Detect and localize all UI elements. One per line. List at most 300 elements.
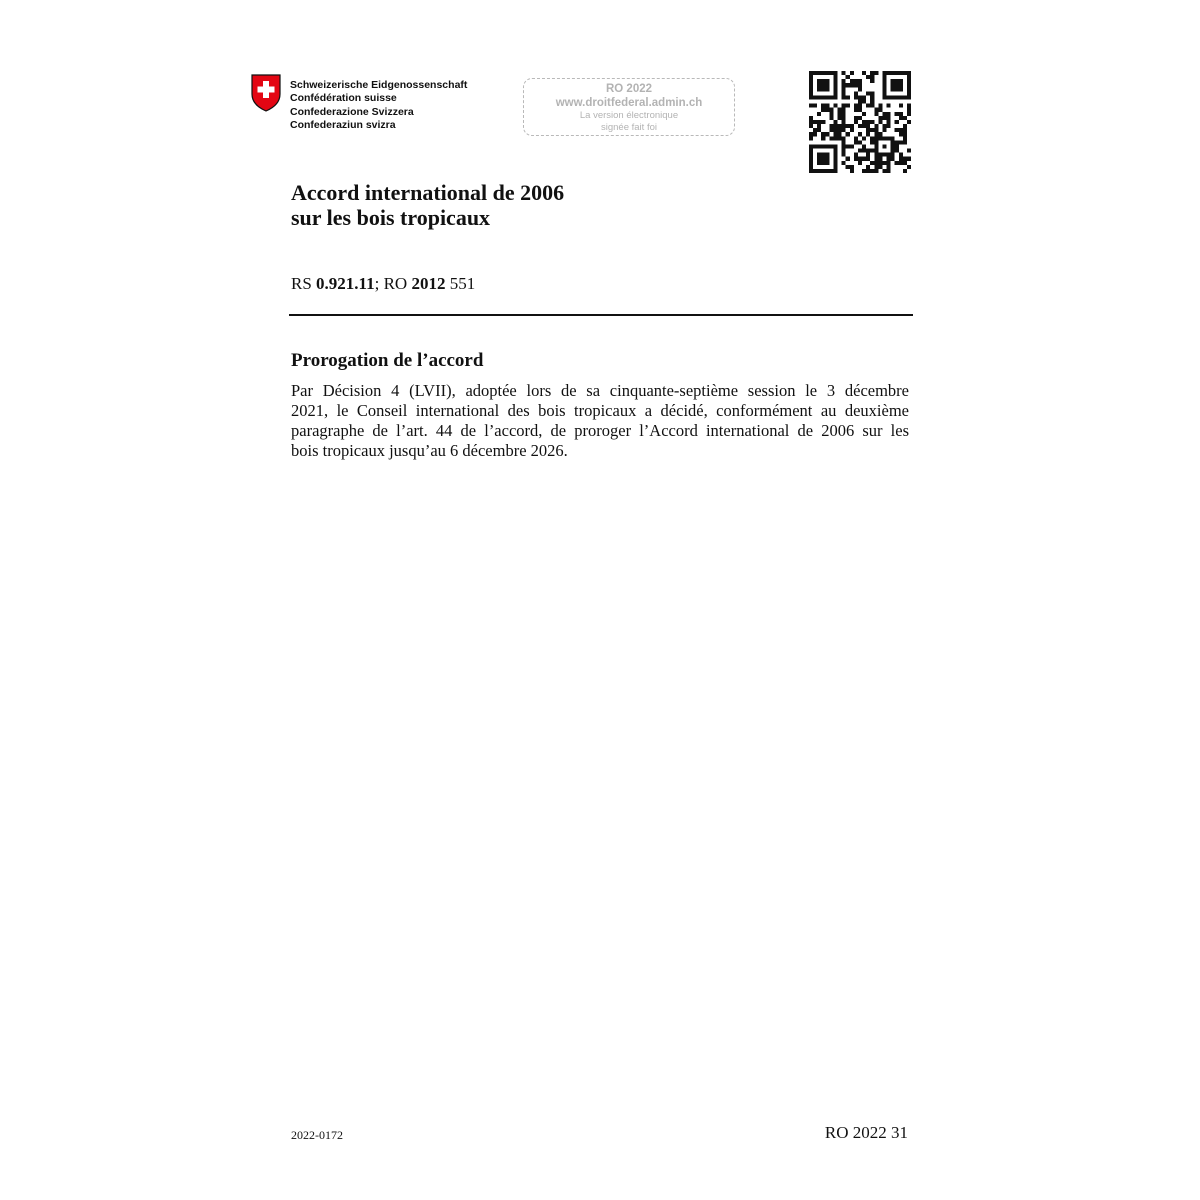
qr-module	[858, 83, 862, 87]
qr-module	[817, 169, 821, 173]
qr-module	[899, 132, 903, 136]
qr-module	[809, 104, 813, 108]
qr-module	[838, 108, 842, 112]
qr-module	[891, 83, 895, 87]
qr-module	[809, 153, 813, 157]
qr-module	[833, 128, 837, 132]
qr-module	[907, 79, 911, 83]
stamp-note-1: La version électronique	[579, 110, 679, 121]
qr-module	[854, 79, 858, 83]
qr-module	[858, 132, 862, 136]
qr-module	[817, 124, 821, 128]
qr-module	[813, 120, 817, 124]
qr-module	[866, 165, 870, 169]
swiss-shield-icon	[251, 74, 281, 112]
qr-module	[903, 161, 907, 165]
qr-module	[878, 116, 882, 120]
qr-module	[882, 79, 886, 83]
qr-module	[842, 87, 846, 91]
qr-module	[842, 71, 846, 75]
qr-module	[842, 140, 846, 144]
qr-module	[817, 120, 821, 124]
qr-module	[895, 79, 899, 83]
qr-module	[903, 136, 907, 140]
qr-module	[891, 144, 895, 148]
qr-module	[817, 157, 821, 161]
qr-module	[882, 83, 886, 87]
qr-module	[825, 153, 829, 157]
qr-module	[817, 128, 821, 132]
qr-module	[858, 124, 862, 128]
qr-module	[878, 136, 882, 140]
qr-module	[825, 95, 829, 99]
qr-module	[817, 87, 821, 91]
qr-module	[895, 144, 899, 148]
qr-module	[862, 157, 866, 161]
qr-module	[842, 79, 846, 83]
qr-module	[829, 144, 833, 148]
qr-module	[903, 140, 907, 144]
qr-module	[809, 157, 813, 161]
qr-module	[858, 161, 862, 165]
qr-module	[899, 87, 903, 91]
qr-module	[874, 128, 878, 132]
document-title-line-2: sur les bois tropicaux	[291, 205, 491, 230]
qr-module	[887, 136, 891, 140]
qr-module	[809, 71, 813, 75]
qr-module	[907, 91, 911, 95]
document-title	[291, 180, 564, 230]
qr-module	[809, 116, 813, 120]
qr-module	[809, 136, 813, 140]
qr-module	[895, 149, 899, 153]
qr-module	[878, 153, 882, 157]
qr-module	[874, 124, 878, 128]
qr-module	[833, 161, 837, 165]
qr-module	[899, 157, 903, 161]
qr-module	[878, 132, 882, 136]
qr-module	[903, 116, 907, 120]
qr-module	[899, 112, 903, 116]
qr-module	[870, 95, 874, 99]
qr-module	[825, 169, 829, 173]
qr-module	[817, 153, 821, 157]
qr-module	[866, 153, 870, 157]
qr-module	[895, 87, 899, 91]
qr-module	[907, 112, 911, 116]
section-heading: Prorogation de l’accord	[291, 350, 484, 371]
qr-module	[842, 120, 846, 124]
qr-module	[817, 71, 821, 75]
qr-module	[833, 136, 837, 140]
qr-module	[850, 83, 854, 87]
qr-module	[874, 136, 878, 140]
qr-module	[907, 108, 911, 112]
qr-module	[813, 132, 817, 136]
qr-module	[850, 79, 854, 83]
qr-module	[907, 83, 911, 87]
qr-module	[907, 149, 911, 153]
qr-module	[870, 161, 874, 165]
qr-module	[899, 128, 903, 132]
qr-module	[882, 91, 886, 95]
qr-code	[809, 71, 911, 173]
qr-module	[907, 71, 911, 75]
qr-module	[903, 157, 907, 161]
qr-module	[817, 83, 821, 87]
qr-module	[833, 120, 837, 124]
qr-module	[821, 83, 825, 87]
qr-module	[838, 112, 842, 116]
qr-module	[833, 149, 837, 153]
qr-module	[833, 83, 837, 87]
qr-module	[829, 116, 833, 120]
qr-module	[903, 71, 907, 75]
qr-code-icon	[809, 71, 911, 173]
qr-module	[833, 75, 837, 79]
qr-module	[870, 75, 874, 79]
qr-module	[854, 83, 858, 87]
qr-module	[887, 95, 891, 99]
qr-module	[854, 91, 858, 95]
logo-line-german: Schweizerische Eidgenossenschaft	[290, 79, 468, 91]
qr-module	[854, 116, 858, 120]
qr-module	[821, 120, 825, 124]
qr-module	[907, 120, 911, 124]
logo-line-romansh: Confederaziun svizra	[290, 119, 396, 132]
qr-module	[874, 149, 878, 153]
qr-module	[825, 83, 829, 87]
qr-module	[878, 104, 882, 108]
logo-line-french: Confédération suisse	[290, 92, 397, 105]
qr-module	[821, 87, 825, 91]
qr-module	[882, 144, 886, 148]
qr-module	[833, 124, 837, 128]
qr-module	[878, 120, 882, 124]
qr-module	[809, 124, 813, 128]
qr-module	[858, 108, 862, 112]
qr-module	[874, 132, 878, 136]
qr-module	[858, 104, 862, 108]
qr-module	[838, 124, 842, 128]
qr-module	[821, 104, 825, 108]
stamp-ro-year: RO 2022	[605, 83, 653, 95]
qr-module	[903, 124, 907, 128]
qr-module	[809, 149, 813, 153]
qr-module	[833, 165, 837, 169]
qr-module	[829, 108, 833, 112]
qr-module	[882, 161, 886, 165]
qr-module	[821, 132, 825, 136]
qr-module	[809, 144, 813, 148]
qr-module	[829, 71, 833, 75]
qr-module	[842, 83, 846, 87]
qr-module	[882, 71, 886, 75]
qr-module	[874, 169, 878, 173]
qr-module	[887, 112, 891, 116]
qr-module	[899, 104, 903, 108]
qr-module	[838, 116, 842, 120]
qr-module	[882, 95, 886, 99]
qr-module	[878, 157, 882, 161]
qr-module	[862, 149, 866, 153]
section-body	[291, 381, 909, 461]
qr-module	[895, 71, 899, 75]
qr-module	[907, 87, 911, 91]
qr-module	[907, 75, 911, 79]
qr-module	[825, 79, 829, 83]
qr-module	[895, 140, 899, 144]
qr-module	[870, 71, 874, 75]
qr-module	[854, 120, 858, 124]
qr-module	[842, 161, 846, 165]
qr-module	[866, 75, 870, 79]
qr-module	[842, 153, 846, 157]
qr-module	[862, 144, 866, 148]
qr-module	[846, 75, 850, 79]
qr-module	[891, 136, 895, 140]
qr-module	[809, 91, 813, 95]
qr-module	[825, 87, 829, 91]
qr-module	[907, 95, 911, 99]
qr-module	[887, 165, 891, 169]
qr-module	[809, 83, 813, 87]
qr-module	[878, 108, 882, 112]
qr-module	[850, 71, 854, 75]
qr-module	[846, 132, 850, 136]
qr-module	[842, 149, 846, 153]
qr-module	[833, 87, 837, 91]
qr-module	[821, 157, 825, 161]
qr-module	[821, 95, 825, 99]
qr-module	[891, 87, 895, 91]
qr-module	[899, 83, 903, 87]
qr-module	[825, 132, 829, 136]
qr-module	[891, 149, 895, 153]
qr-module	[854, 108, 858, 112]
qr-module	[895, 128, 899, 132]
divider-rule	[289, 314, 913, 316]
qr-module	[903, 132, 907, 136]
qr-module	[838, 128, 842, 132]
qr-module	[821, 79, 825, 83]
qr-module	[891, 79, 895, 83]
qr-module	[858, 87, 862, 91]
qr-module	[899, 71, 903, 75]
qr-module	[862, 124, 866, 128]
qr-module	[895, 161, 899, 165]
qr-module	[870, 136, 874, 140]
qr-module	[903, 128, 907, 132]
qr-module	[895, 83, 899, 87]
ref-ro-year: 2012	[411, 274, 446, 293]
qr-module	[870, 79, 874, 83]
logo-text	[290, 79, 467, 133]
qr-module	[866, 128, 870, 132]
qr-module	[862, 120, 866, 124]
qr-module	[833, 157, 837, 161]
qr-module	[858, 95, 862, 99]
qr-module	[817, 112, 821, 116]
qr-module	[850, 128, 854, 132]
qr-module	[866, 104, 870, 108]
qr-module	[866, 132, 870, 136]
qr-module	[874, 153, 878, 157]
body-line-2: 2021, le Conseil international des bois tropicaux a décidé, conformément au deuxième	[291, 401, 909, 420]
qr-module	[878, 165, 882, 169]
qr-module	[809, 75, 813, 79]
document-title-line-1: Accord international de 2006	[291, 180, 565, 205]
qr-module	[846, 124, 850, 128]
ref-rs-number: 0.921.11	[316, 274, 375, 293]
qr-module	[870, 91, 874, 95]
ref-ro-page: 551	[445, 274, 476, 293]
qr-module	[854, 136, 858, 140]
qr-module	[833, 91, 837, 95]
qr-module	[907, 157, 911, 161]
qr-module	[858, 157, 862, 161]
body-line-3: paragraphe de l’art. 44 de l’accord, de proroger l’Accord international de 2006 sur les	[291, 421, 909, 440]
qr-module	[854, 153, 858, 157]
qr-module	[833, 79, 837, 83]
qr-module	[882, 87, 886, 91]
qr-module	[858, 149, 862, 153]
qr-module	[874, 71, 878, 75]
qr-module	[821, 71, 825, 75]
qr-module	[870, 100, 874, 104]
qr-module	[866, 91, 870, 95]
qr-module	[870, 169, 874, 173]
qr-module	[813, 71, 817, 75]
qr-module	[903, 169, 907, 173]
qr-module	[887, 120, 891, 124]
qr-module	[838, 132, 842, 136]
qr-module	[838, 136, 842, 140]
reference-line	[291, 274, 475, 294]
qr-module	[809, 161, 813, 165]
qr-module	[874, 165, 878, 169]
qr-module	[829, 124, 833, 128]
qr-module	[887, 71, 891, 75]
qr-module	[882, 128, 886, 132]
qr-module	[895, 120, 899, 124]
qr-module	[907, 104, 911, 108]
qr-module	[870, 120, 874, 124]
qr-module	[846, 95, 850, 99]
qr-module	[887, 161, 891, 165]
qr-module	[850, 124, 854, 128]
qr-module	[821, 161, 825, 165]
qr-module	[878, 161, 882, 165]
qr-module	[866, 149, 870, 153]
qr-module	[809, 87, 813, 91]
qr-module	[862, 169, 866, 173]
qr-module	[842, 116, 846, 120]
qr-module	[858, 100, 862, 104]
qr-module	[866, 157, 870, 161]
qr-module	[874, 140, 878, 144]
qr-module	[825, 161, 829, 165]
qr-module	[870, 128, 874, 132]
qr-module	[899, 116, 903, 120]
qr-module	[813, 144, 817, 148]
document-number: 2022-0172	[291, 1128, 343, 1142]
body-line-4: bois tropicaux jusqu’au 6 décembre 2026.	[291, 441, 568, 460]
qr-module	[887, 116, 891, 120]
qr-module	[829, 95, 833, 99]
qr-module	[833, 104, 837, 108]
qr-module	[866, 124, 870, 128]
qr-module	[887, 153, 891, 157]
ref-separator: ; RO	[374, 274, 412, 293]
qr-module	[895, 95, 899, 99]
qr-module	[821, 136, 825, 140]
qr-module	[858, 116, 862, 120]
qr-module	[854, 104, 858, 108]
qr-module	[846, 165, 850, 169]
stamp-note-2: signée fait foi	[601, 122, 657, 133]
ref-rs-prefix: RS	[291, 274, 317, 293]
qr-module	[899, 140, 903, 144]
qr-module	[846, 104, 850, 108]
qr-module	[891, 157, 895, 161]
qr-module	[858, 140, 862, 144]
qr-module	[829, 112, 833, 116]
qr-module	[829, 136, 833, 140]
qr-module	[846, 83, 850, 87]
qr-module	[833, 95, 837, 99]
qr-module	[842, 144, 846, 148]
qr-module	[891, 71, 895, 75]
qr-module	[903, 95, 907, 99]
qr-module	[842, 104, 846, 108]
qr-module	[825, 144, 829, 148]
qr-module	[882, 116, 886, 120]
qr-module	[825, 71, 829, 75]
qr-module	[874, 157, 878, 161]
qr-module	[862, 95, 866, 99]
qr-module	[887, 157, 891, 161]
qr-module	[825, 104, 829, 108]
qr-module	[850, 165, 854, 169]
qr-module	[842, 95, 846, 99]
qr-module	[846, 157, 850, 161]
qr-module	[899, 161, 903, 165]
qr-module	[846, 144, 850, 148]
qr-module	[866, 120, 870, 124]
publication-reference: RO 2022 31	[824, 1123, 908, 1142]
qr-module	[862, 100, 866, 104]
qr-module	[850, 169, 854, 173]
body-line-1: Par Décision 4 (LVII), adoptée lors de sa cinquante-septième session le 3 décembre	[291, 381, 909, 400]
qr-module	[809, 120, 813, 124]
qr-module	[813, 169, 817, 173]
qr-module	[870, 149, 874, 153]
qr-module	[821, 153, 825, 157]
qr-module	[862, 112, 866, 116]
qr-module	[854, 95, 858, 99]
qr-module	[809, 95, 813, 99]
qr-module	[862, 71, 866, 75]
qr-module	[817, 144, 821, 148]
qr-module	[817, 161, 821, 165]
qr-module	[899, 95, 903, 99]
qr-module	[891, 95, 895, 99]
qr-module	[887, 104, 891, 108]
qr-module	[842, 124, 846, 128]
qr-module	[825, 108, 829, 112]
qr-module	[895, 112, 899, 116]
